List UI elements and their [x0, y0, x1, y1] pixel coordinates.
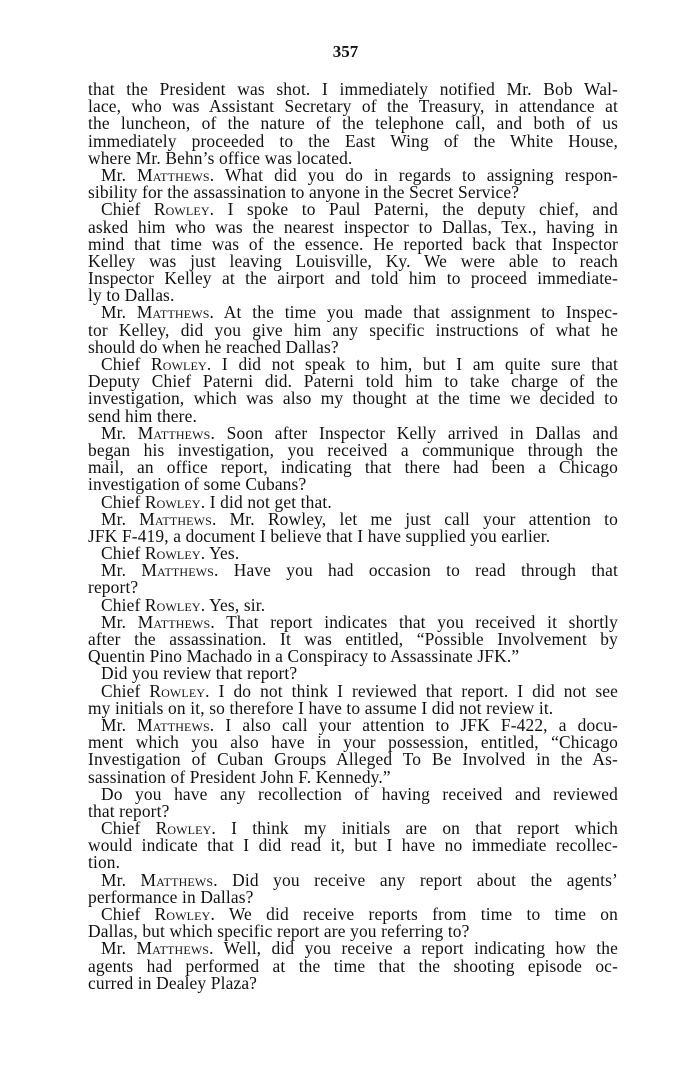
- line-text: . At the time you made that assignment to Inspec-: [209, 302, 618, 323]
- speaker-title: Chief: [101, 354, 151, 374]
- speaker-title: Chief: [101, 491, 145, 512]
- speaker-name: Rowley: [144, 594, 201, 615]
- line-text: . Well, did you receive a report indicating how the: [209, 938, 618, 959]
- line-text: report?: [88, 577, 139, 598]
- line-text: . What did you do in regards to assigning respon-: [209, 164, 618, 185]
- line-text: the luncheon, of the nature of the telephone call, and both of us: [88, 113, 618, 134]
- text-line: [88, 562, 618, 579]
- line-text: Do you have any recollection of having received and reviewed: [101, 783, 618, 804]
- line-text: . Mr. Rowley, let me just call your attention to: [211, 508, 618, 529]
- speaker-title: Mr.: [101, 560, 142, 581]
- line-text: . Have you had occasion to read through that: [214, 560, 619, 581]
- line-text: . I did not get that.: [200, 491, 332, 512]
- line-text: that report?: [88, 800, 170, 821]
- line-text: . I do not think I reviewed that report. I did not see: [205, 680, 619, 701]
- speaker-title: Mr.: [101, 302, 137, 323]
- line-text: my initials on it, so therefore I have to assume I did not review it.: [88, 697, 554, 718]
- line-text: where Mr. Behn’s office was located.: [88, 147, 353, 168]
- speaker-name: Matthews: [140, 869, 214, 890]
- speaker-name: Rowley: [149, 680, 206, 701]
- text-line: [88, 972, 618, 993]
- page-number: 357: [332, 42, 359, 61]
- speaker-name: Matthews: [137, 422, 211, 443]
- line-text: Dallas, but which specific report are you referring to?: [88, 921, 470, 942]
- speaker-title: Chief: [101, 904, 155, 924]
- line-text: mail, an office report, indicating that there had been a Chicago: [88, 457, 618, 478]
- speaker-name: Matthews: [137, 164, 210, 185]
- line-text: . We did receive reports from time to time on: [210, 904, 618, 924]
- line-text: tion.: [88, 852, 121, 873]
- line-text: agents had performed at the time that the shooting episode oc-: [88, 955, 618, 976]
- line-text: . Did you receive any report about the agents’: [213, 869, 618, 890]
- line-text: ment which you also have in your possession, entitled, “Chicago: [88, 732, 618, 753]
- line-text: Investigation of Cuban Groups Alleged To Be Involved in the As-: [88, 749, 618, 770]
- line-text: that the President was shot. I immediately notified Mr. Bob Wal-: [88, 79, 618, 99]
- line-text: Kelley was just leaving Louisville, Ky. We were able to reach: [88, 250, 618, 271]
- line-text: . Soon after Inspector Kelly arrived in Dallas and: [210, 422, 618, 443]
- speaker-title: Mr.: [101, 508, 140, 529]
- speaker-name: Matthews: [136, 302, 210, 323]
- speaker-name: Rowley: [151, 354, 207, 374]
- line-text: after the assassination. It was entitled, “Possible Involvement by: [88, 629, 618, 649]
- speaker-name: Rowley: [144, 491, 201, 512]
- line-text: would indicate that I did read it, but I have no immediate recollec-: [88, 835, 618, 856]
- speaker-title: Mr.: [101, 938, 137, 959]
- line-text: Quentin Pino Machado in a Conspiracy to Assassinate JFK.”: [88, 646, 520, 667]
- speaker-name: Matthews: [137, 714, 210, 735]
- line-text: tor Kelley, did you give him any specific instructions of what he: [88, 319, 618, 340]
- speaker-name: Rowley: [155, 818, 212, 839]
- line-text: Inspector Kelley at the airport and told him to proceed immediate-: [88, 268, 618, 289]
- line-text: . That report indicates that you received it shortly: [210, 611, 619, 632]
- line-text: Did you review that report?: [101, 663, 298, 684]
- line-text: sibility for the assassination to anyone in the Secret Service?: [88, 182, 520, 203]
- speaker-name: Rowley: [144, 543, 201, 564]
- line-text: sassination of President John F. Kennedy.”: [88, 766, 391, 787]
- line-text: JFK F-419, a document I believe that I have supplied you earlier.: [88, 525, 551, 546]
- speaker-title: Chief: [101, 199, 154, 220]
- speaker-name: Matthews: [141, 560, 214, 581]
- testimony-text: [88, 81, 618, 992]
- line-text: mind that time was of the essence. He reported back that Inspector: [88, 233, 618, 254]
- speaker-title: Mr.: [101, 714, 138, 735]
- line-text: investigation, which was also my thought at the time we decided to: [88, 388, 618, 409]
- line-text: investigation of some Cubans?: [88, 474, 307, 495]
- line-text: began his investigation, you received a communique through the: [88, 439, 618, 460]
- line-text: . I think my initials are on that report which: [211, 818, 618, 839]
- line-text: should do when he reached Dallas?: [88, 336, 339, 357]
- text-line: [88, 837, 618, 854]
- line-text: lace, who was Assistant Secretary of the Treasury, in attendance at: [88, 96, 618, 117]
- line-text: ly to Dallas.: [88, 285, 175, 306]
- line-text: immediately proceeded to the East Wing of the White House,: [88, 130, 618, 151]
- speaker-title: Mr.: [101, 422, 138, 443]
- speaker-title: Chief: [101, 543, 145, 564]
- line-text: Deputy Chief Paterni did. Paterni told him to take charge of the: [88, 371, 618, 392]
- speaker-name: Matthews: [139, 508, 212, 529]
- line-text: . I did not speak to him, but I am quite sure that: [206, 354, 618, 374]
- speaker-title: Chief: [101, 818, 156, 839]
- line-text: send him there.: [88, 405, 197, 426]
- speaker-title: Mr.: [101, 164, 138, 185]
- line-text: asked him who was the nearest inspector to Dallas, Tex., having in: [88, 216, 618, 237]
- speaker-name: Rowley: [154, 904, 211, 924]
- speaker-name: Matthews: [136, 938, 210, 959]
- speaker-title: Mr.: [101, 611, 138, 632]
- speaker-name: Matthews: [137, 611, 211, 632]
- speaker-name: Rowley: [153, 199, 210, 220]
- line-text: . I also call your attention to JFK F-422, a docu-: [209, 714, 618, 735]
- line-text: performance in Dallas?: [88, 886, 254, 907]
- line-text: . Yes.: [200, 543, 240, 564]
- line-text: . Yes, sir.: [200, 594, 266, 615]
- line-text: curred in Dealey Plaza?: [88, 972, 258, 993]
- speaker-title: Chief: [101, 680, 150, 701]
- speaker-title: Chief: [101, 594, 145, 615]
- speaker-title: Mr.: [101, 869, 141, 890]
- line-text: . I spoke to Paul Paterni, the deputy chief, and: [209, 199, 618, 220]
